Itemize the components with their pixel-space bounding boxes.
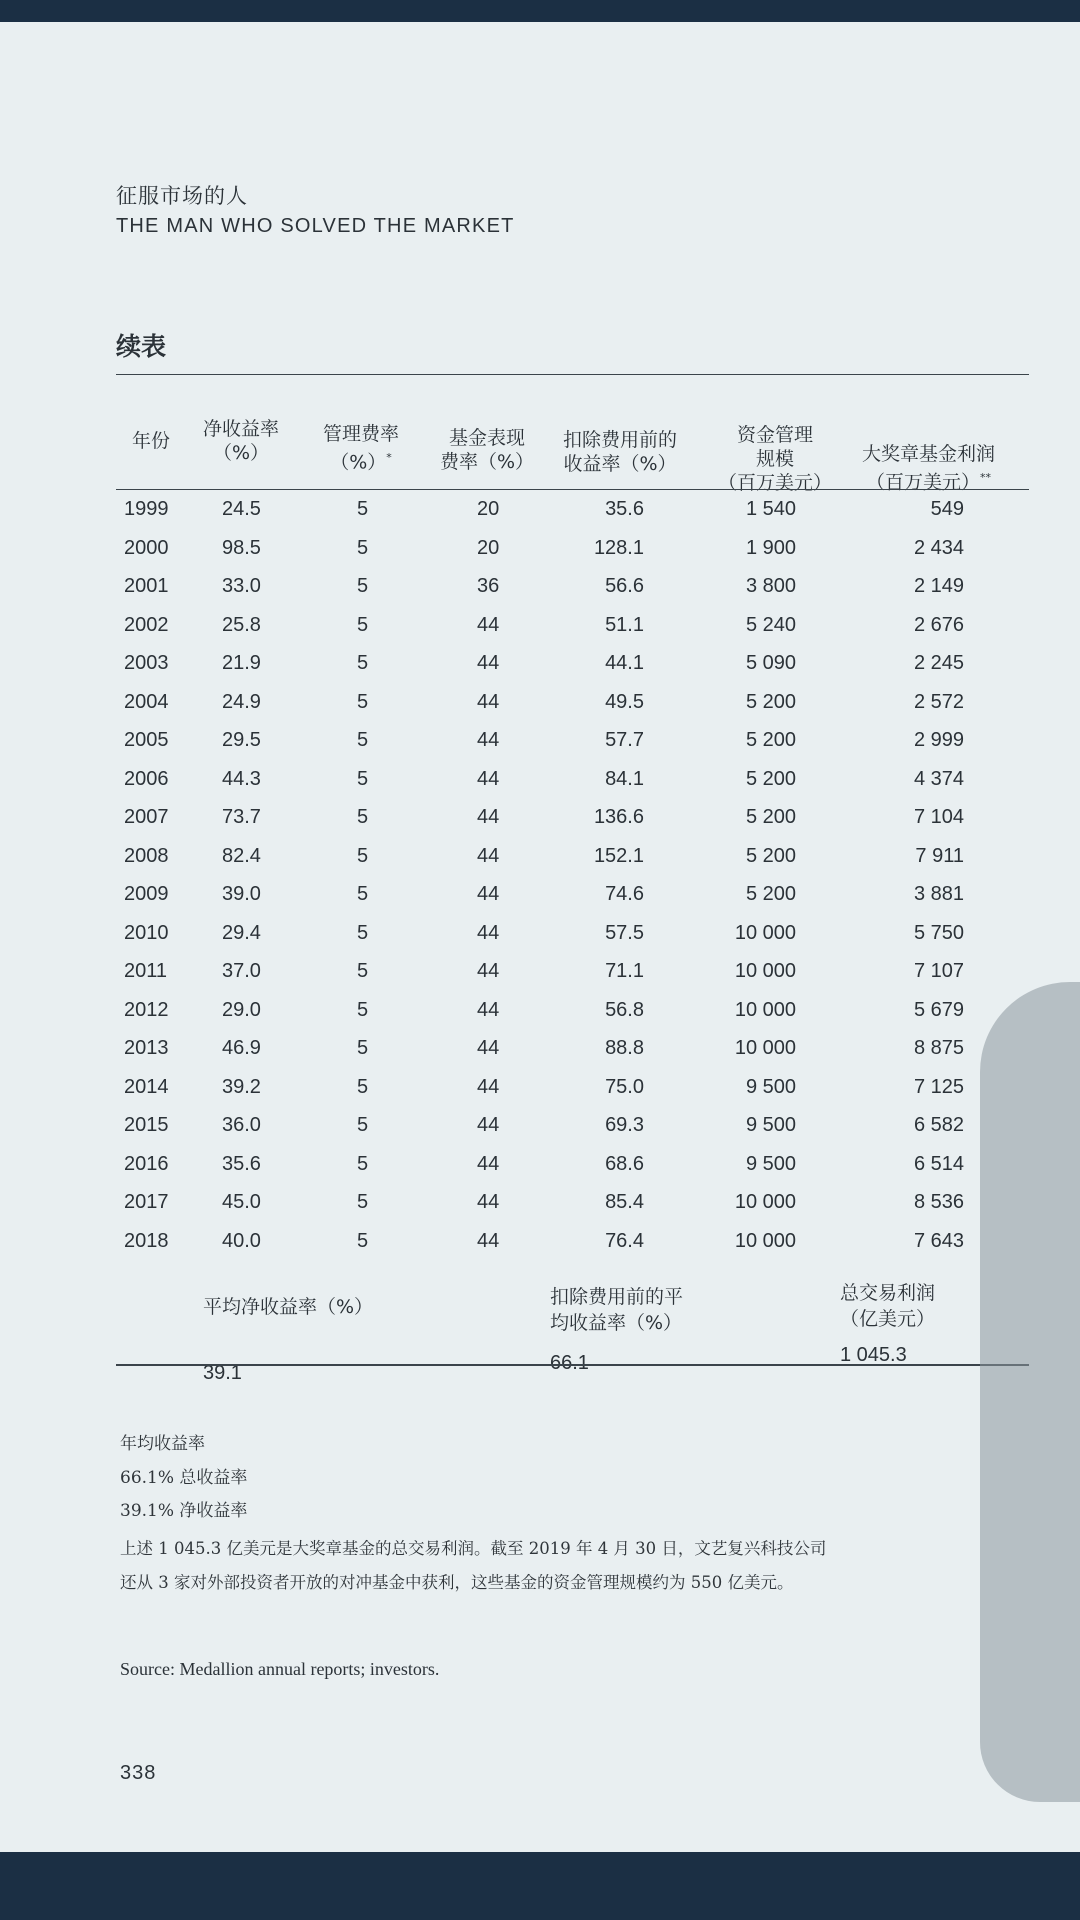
cell-year: 2013 xyxy=(124,1037,169,1059)
page-number: 338 xyxy=(120,1762,157,1784)
cell-year: 2011 xyxy=(124,960,168,982)
cell-performance-fee: 44 xyxy=(477,883,500,905)
cell-performance-fee: 44 xyxy=(477,1076,500,1098)
table-top-rule xyxy=(116,374,1029,375)
cell-management-fee: 5 xyxy=(357,1076,369,1098)
col-header-year: 年份 xyxy=(132,430,171,452)
cell-gross-return: 88.8 xyxy=(605,1037,644,1059)
cell-gross-return: 84.1 xyxy=(605,768,644,790)
cell-year: 2010 xyxy=(124,922,169,944)
summary-avg-gross-label: 扣除费用前的平 均收益率（%） xyxy=(550,1286,684,1334)
summary-avg-net-value: 39.1 xyxy=(203,1362,242,1384)
cell-gross-return: 75.0 xyxy=(605,1076,644,1098)
cell-performance-fee: 44 xyxy=(477,652,500,674)
cell-gross-return: 76.4 xyxy=(605,1230,644,1252)
col-header-medallion-profit: 大奖章基金利润 （百万美元）** xyxy=(862,443,996,494)
cell-medallion-profit: 2 999 xyxy=(913,729,964,751)
table-bottom-rule xyxy=(116,1364,1029,1366)
cell-aum: 1 900 xyxy=(745,537,796,559)
cell-aum: 9 500 xyxy=(745,1153,796,1175)
cell-performance-fee: 44 xyxy=(477,768,500,790)
cell-gross-return: 85.4 xyxy=(605,1191,644,1213)
cell-net-return: 24.5 xyxy=(222,498,261,520)
header-bottom-rule xyxy=(116,489,1029,490)
cell-medallion-profit: 5 750 xyxy=(913,922,964,944)
cell-performance-fee: 44 xyxy=(477,1153,500,1175)
cell-aum: 5 200 xyxy=(745,806,796,828)
cell-year: 2003 xyxy=(124,652,169,674)
cell-management-fee: 5 xyxy=(357,922,369,944)
cell-medallion-profit: 7 104 xyxy=(913,806,964,828)
col-header-gross-return: 扣除费用前的 收益率（%） xyxy=(563,429,678,475)
cell-management-fee: 5 xyxy=(357,806,369,828)
cell-net-return: 46.9 xyxy=(222,1037,261,1059)
cell-year: 2017 xyxy=(124,1191,169,1213)
cell-management-fee: 5 xyxy=(357,768,369,790)
cell-aum: 10 000 xyxy=(734,1191,796,1213)
cell-performance-fee: 44 xyxy=(477,999,500,1021)
cell-medallion-profit: 7 125 xyxy=(913,1076,964,1098)
col-header-aum: 资金管理 规模 （百万美元） xyxy=(718,424,833,494)
cell-aum: 5 240 xyxy=(745,614,796,636)
cell-net-return: 29.4 xyxy=(222,922,261,944)
cell-performance-fee: 44 xyxy=(477,845,500,867)
summary-total-profit-label: 总交易利润 （亿美元） xyxy=(840,1282,936,1330)
cell-medallion-profit: 549 xyxy=(930,498,964,520)
cell-aum: 5 200 xyxy=(745,845,796,867)
cell-aum: 5 200 xyxy=(745,768,796,790)
note-net-return: 39.1% 净收益率 xyxy=(120,1501,248,1521)
cell-management-fee: 5 xyxy=(357,1153,369,1175)
cell-performance-fee: 44 xyxy=(477,1230,500,1252)
cell-year: 2004 xyxy=(124,691,169,713)
cell-medallion-profit: 5 679 xyxy=(913,999,964,1021)
cell-performance-fee: 44 xyxy=(477,960,500,982)
cell-net-return: 21.9 xyxy=(222,652,261,674)
cell-net-return: 39.0 xyxy=(222,883,261,905)
cell-year: 2012 xyxy=(124,999,169,1021)
cell-medallion-profit: 6 514 xyxy=(913,1153,964,1175)
col-header-management-fee: 管理费率 （%）* xyxy=(323,423,400,474)
cell-aum: 5 200 xyxy=(745,729,796,751)
cell-year: 2015 xyxy=(124,1114,169,1136)
cell-year: 2002 xyxy=(124,614,169,636)
cell-management-fee: 5 xyxy=(357,1114,369,1136)
cell-management-fee: 5 xyxy=(357,999,369,1021)
cell-medallion-profit: 2 149 xyxy=(913,575,964,597)
col-header-net-return: 净收益率 （%） xyxy=(203,418,280,464)
book-page xyxy=(0,22,1080,1852)
summary-avg-net-label: 平均净收益率（%） xyxy=(203,1296,374,1318)
cell-year: 2000 xyxy=(124,537,169,559)
cell-net-return: 33.0 xyxy=(222,575,261,597)
cell-gross-return: 69.3 xyxy=(605,1114,644,1136)
cell-management-fee: 5 xyxy=(357,729,369,751)
cell-gross-return: 136.6 xyxy=(593,806,644,828)
cell-gross-return: 128.1 xyxy=(593,537,644,559)
table-title: 续表 xyxy=(116,332,167,361)
running-header-chinese: 征服市场的人 xyxy=(116,184,248,208)
hand-shadow xyxy=(980,982,1080,1802)
cell-aum: 10 000 xyxy=(734,1037,796,1059)
cell-net-return: 39.2 xyxy=(222,1076,261,1098)
cell-net-return: 40.0 xyxy=(222,1230,261,1252)
cell-medallion-profit: 6 582 xyxy=(913,1114,964,1136)
cell-management-fee: 5 xyxy=(357,537,369,559)
summary-total-profit-value: 1 045.3 xyxy=(840,1344,907,1366)
cell-management-fee: 5 xyxy=(357,960,369,982)
cell-management-fee: 5 xyxy=(357,845,369,867)
cell-year: 2009 xyxy=(124,883,169,905)
cell-aum: 5 090 xyxy=(745,652,796,674)
note-gross-return: 66.1% 总收益率 xyxy=(120,1468,248,1488)
cell-performance-fee: 36 xyxy=(477,575,500,597)
cell-year: 2001 xyxy=(124,575,169,597)
cell-net-return: 36.0 xyxy=(222,1114,261,1136)
col-header-performance-fee: 基金表现 费率（%） xyxy=(440,427,535,473)
cell-medallion-profit: 7 911 xyxy=(915,845,964,867)
cell-medallion-profit: 8 536 xyxy=(913,1191,964,1213)
cell-management-fee: 5 xyxy=(357,1191,369,1213)
cell-medallion-profit: 4 374 xyxy=(913,768,964,790)
footnote-mark: ** xyxy=(980,471,992,484)
cell-aum: 10 000 xyxy=(734,922,796,944)
cell-performance-fee: 44 xyxy=(477,691,500,713)
running-header-english: THE MAN WHO SOLVED THE MARKET xyxy=(116,215,515,237)
cell-management-fee: 5 xyxy=(357,1230,369,1252)
cell-net-return: 35.6 xyxy=(222,1153,261,1175)
cell-net-return: 45.0 xyxy=(222,1191,261,1213)
cell-aum: 9 500 xyxy=(745,1114,796,1136)
cell-net-return: 44.3 xyxy=(222,768,261,790)
cell-medallion-profit: 2 572 xyxy=(913,691,964,713)
cell-gross-return: 57.5 xyxy=(605,922,644,944)
cell-year: 1999 xyxy=(124,498,169,520)
cell-year: 2006 xyxy=(124,768,169,790)
cell-net-return: 29.0 xyxy=(222,999,261,1021)
cell-aum: 5 200 xyxy=(745,883,796,905)
cell-year: 2008 xyxy=(124,845,169,867)
cell-aum: 10 000 xyxy=(734,1230,796,1252)
cell-medallion-profit: 3 881 xyxy=(913,883,964,905)
source-line: Source: Medallion annual reports; investors. xyxy=(120,1659,440,1679)
cell-management-fee: 5 xyxy=(357,614,369,636)
cell-gross-return: 57.7 xyxy=(605,729,644,751)
cell-medallion-profit: 7 107 xyxy=(913,960,964,982)
cell-aum: 5 200 xyxy=(745,691,796,713)
cell-performance-fee: 20 xyxy=(477,498,500,520)
cell-gross-return: 68.6 xyxy=(605,1153,644,1175)
cell-management-fee: 5 xyxy=(357,1037,369,1059)
cell-net-return: 37.0 xyxy=(222,960,261,982)
cell-management-fee: 5 xyxy=(357,652,369,674)
cell-gross-return: 56.8 xyxy=(605,999,644,1021)
note-annual-return-title: 年均收益率 xyxy=(120,1434,205,1454)
cell-gross-return: 49.5 xyxy=(605,691,644,713)
cell-gross-return: 152.1 xyxy=(593,845,644,867)
cell-medallion-profit: 8 875 xyxy=(913,1037,964,1059)
cell-performance-fee: 44 xyxy=(477,922,500,944)
cell-gross-return: 35.6 xyxy=(605,498,644,520)
cell-performance-fee: 44 xyxy=(477,1191,500,1213)
cell-year: 2016 xyxy=(124,1153,169,1175)
footnote-mark: * xyxy=(386,451,392,464)
cell-performance-fee: 44 xyxy=(477,806,500,828)
cell-aum: 10 000 xyxy=(734,960,796,982)
cell-year: 2005 xyxy=(124,729,169,751)
cell-medallion-profit: 7 643 xyxy=(913,1230,964,1252)
cell-net-return: 82.4 xyxy=(222,845,261,867)
cell-aum: 1 540 xyxy=(745,498,796,520)
summary-avg-gross-value: 66.1 xyxy=(550,1352,589,1374)
cell-performance-fee: 20 xyxy=(477,537,500,559)
cell-net-return: 24.9 xyxy=(222,691,261,713)
cell-gross-return: 56.6 xyxy=(605,575,644,597)
cell-net-return: 98.5 xyxy=(222,537,261,559)
cell-performance-fee: 44 xyxy=(477,729,500,751)
cell-management-fee: 5 xyxy=(357,498,369,520)
cell-net-return: 73.7 xyxy=(222,806,261,828)
cell-year: 2007 xyxy=(124,806,169,828)
cell-gross-return: 71.1 xyxy=(605,960,644,982)
cell-medallion-profit: 2 245 xyxy=(913,652,964,674)
cell-performance-fee: 44 xyxy=(477,1037,500,1059)
cell-medallion-profit: 2 676 xyxy=(913,614,964,636)
cell-aum: 10 000 xyxy=(734,999,796,1021)
cell-net-return: 25.8 xyxy=(222,614,261,636)
cell-aum: 3 800 xyxy=(745,575,796,597)
cell-performance-fee: 44 xyxy=(477,1114,500,1136)
cell-gross-return: 74.6 xyxy=(605,883,644,905)
cell-aum: 9 500 xyxy=(745,1076,796,1098)
cell-management-fee: 5 xyxy=(357,883,369,905)
cell-performance-fee: 44 xyxy=(477,614,500,636)
footnote-paragraph: 上述 1 045.3 亿美元是大奖章基金的总交易利润。截至 2019 年 4 月 30 日，文艺复兴科技公司 还从 3 家对外部投资者开放的对冲基金中获利，这些基金的资金管理规模约为 550 亿美元。 xyxy=(120,1539,827,1592)
cell-gross-return: 51.1 xyxy=(605,614,644,636)
cell-management-fee: 5 xyxy=(357,691,369,713)
cell-year: 2014 xyxy=(124,1076,169,1098)
cell-management-fee: 5 xyxy=(357,575,369,597)
cell-net-return: 29.5 xyxy=(222,729,261,751)
cell-medallion-profit: 2 434 xyxy=(913,537,964,559)
cell-gross-return: 44.1 xyxy=(605,652,644,674)
cell-year: 2018 xyxy=(124,1230,169,1252)
